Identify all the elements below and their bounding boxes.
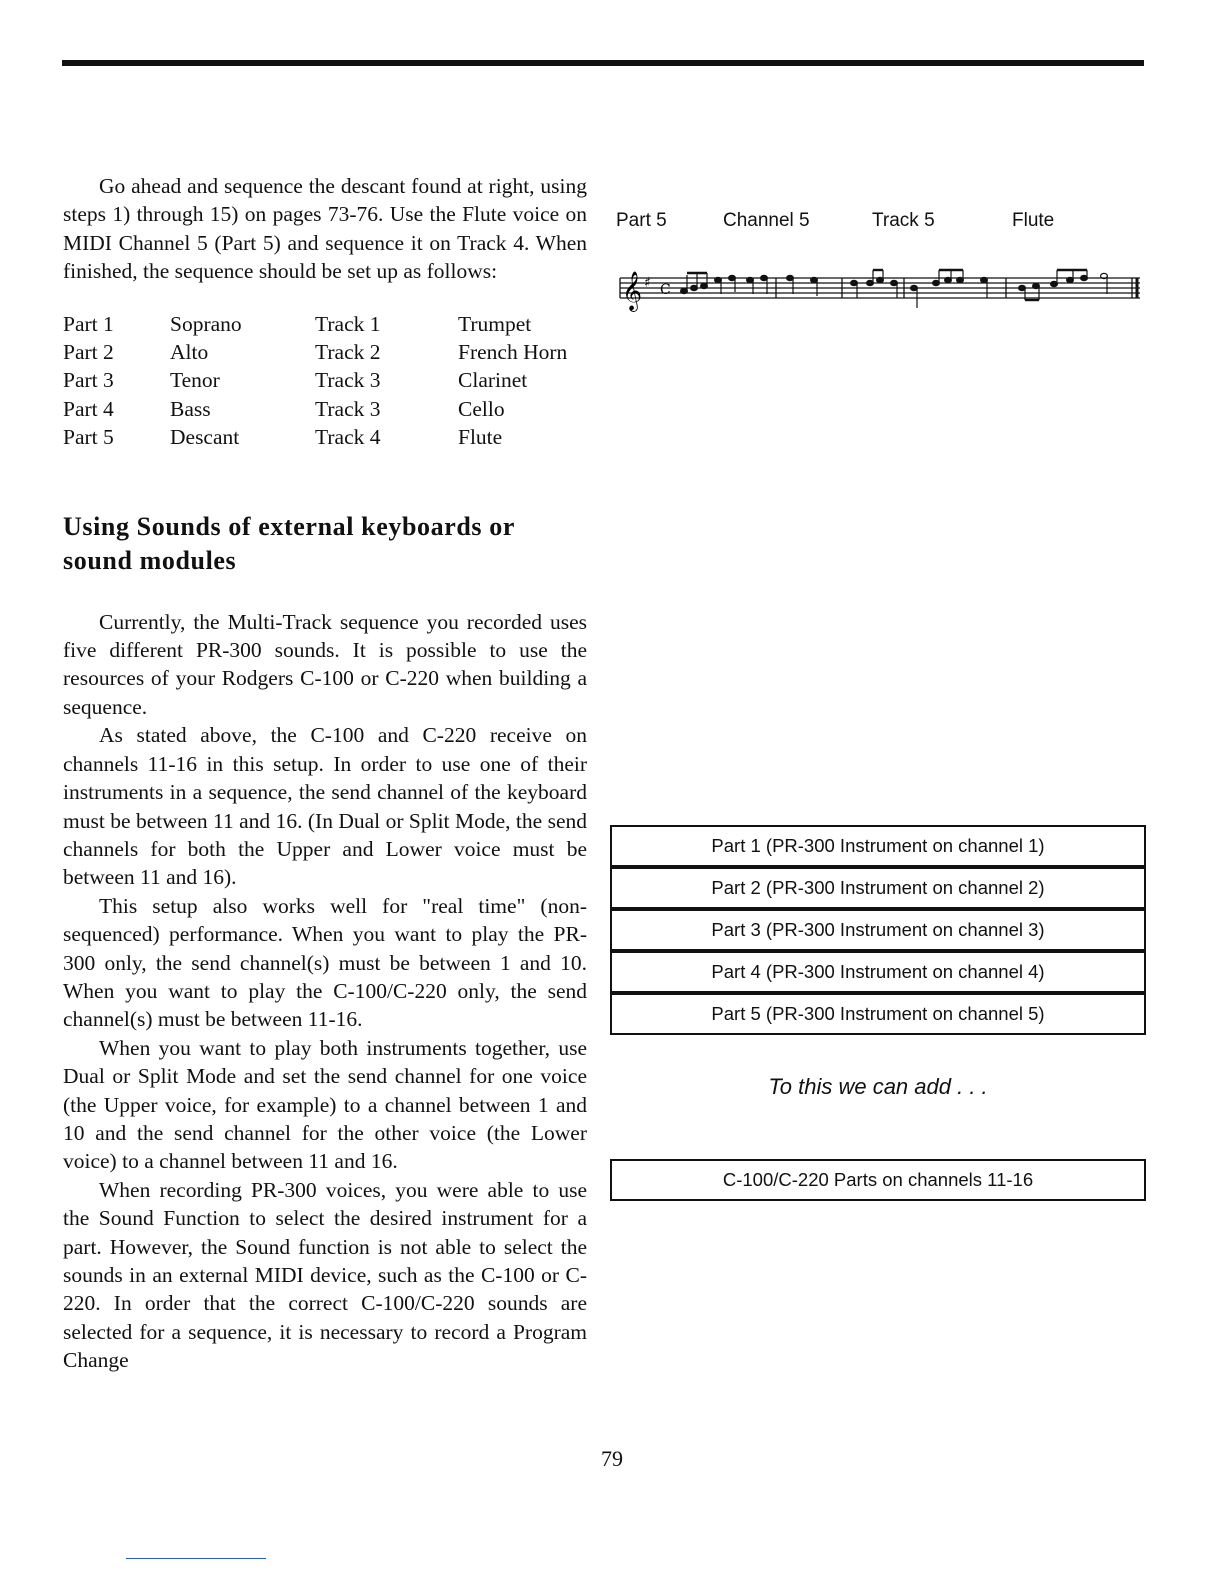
track-cell: Track 1 [315, 311, 381, 336]
external-parts-box: C-100/C-220 Parts on channels 11-16 [610, 1159, 1146, 1201]
pr300-part-box: Part 2 (PR-300 Instrument on channel 2) [610, 867, 1146, 909]
part-cell: Part 3 [63, 368, 114, 393]
voice-cell: Bass [170, 396, 211, 421]
staff-track-label: Track 5 [872, 210, 935, 231]
body-paragraph: This setup also works well for "real time" (non-sequenced) performance. When you want to play the PR-300 only, the send channel(s) must be between 1 and 10. When you want to play the C-100/C-220 only, the send channel(s) must be between 11-16. [63, 893, 587, 1032]
body-paragraph: When you want to play both instruments together, use Dual or Split Mode and set the send channel for one voice (the Upper voice, for example) to a channel between 1 and 10 and the send channel for the other voice (the Lower voice) to a channel between 11 and 16. [63, 1035, 587, 1174]
add-note: To this we can add . . . [768, 1074, 988, 1099]
instrument-cell: French Horn [458, 340, 568, 365]
table-row [63, 338, 567, 366]
staff-header [616, 210, 1136, 234]
table-row [63, 366, 567, 394]
right-column [610, 0, 1146, 1584]
staff-part-label: Part 5 [616, 210, 667, 231]
left-column [63, 172, 587, 1375]
instrument-cell: Cello [458, 396, 505, 421]
track-cell: Track 2 [315, 340, 381, 365]
track-cell: Track 3 [315, 368, 381, 393]
descant-music-staff [618, 258, 1144, 314]
body-paragraph: Currently, the Multi-Track sequence you recorded uses five different PR-300 sounds. It is possible to use the resources of your Rodgers C-100 or C-220 when building a sequence. [63, 609, 587, 719]
track-cell: Track 4 [315, 425, 381, 450]
body-paragraph: As stated above, the C-100 and C-220 receive on channels 11-16 in this setup. In order to use one of their instruments in a sequence, the send channel of the keyboard must be between 11 and 16. (In Dual or Split Mode, the send channels for both the Upper and Lower voice must be between 11 and 16). [63, 723, 587, 890]
pr300-part-box: Part 5 (PR-300 Instrument on channel 5) [610, 993, 1146, 1035]
part-cell: Part 5 [63, 425, 114, 450]
part-cell: Part 1 [63, 311, 114, 336]
body-paragraph: When recording PR-300 voices, you were able to use the Sound Function to select the desired instrument for a part. However, the Sound function is not able to select the sounds in an external MIDI device, such as the C-100 or C-220. In order that the correct C-100/C-220 sounds are selected for a sequence, it is necessary to record a Program Change [63, 1177, 587, 1373]
part-cell: Part 4 [63, 396, 114, 421]
track-cell: Track 3 [315, 396, 381, 421]
table-row [63, 423, 567, 451]
staff-channel-label: Channel 5 [723, 210, 810, 231]
voice-cell: Soprano [170, 311, 242, 336]
parts-table [63, 310, 567, 452]
body-text [63, 608, 587, 1375]
staff-instrument-label: Flute [1012, 210, 1055, 231]
instrument-cell: Trumpet [458, 311, 532, 336]
page-number: 79 [601, 1446, 623, 1471]
pr300-part-box: Part 1 (PR-300 Instrument on channel 1) [610, 825, 1146, 867]
voice-cell: Tenor [170, 368, 220, 393]
part-cell: Part 2 [63, 340, 114, 365]
instrument-cell: Flute [458, 425, 503, 450]
pr300-part-box: Part 3 (PR-300 Instrument on channel 3) [610, 909, 1146, 951]
sharp-icon: ♯ [644, 275, 651, 291]
instrument-cell: Clarinet [458, 368, 528, 393]
footer-underline [126, 1558, 266, 1559]
time-signature-icon: C [660, 282, 671, 298]
pr300-part-box: Part 4 (PR-300 Instrument on channel 4) [610, 951, 1146, 993]
table-row [63, 395, 567, 423]
voice-cell: Alto [170, 340, 209, 365]
notes-group [681, 270, 1108, 308]
voice-cell: Descant [170, 425, 240, 450]
treble-clef-icon: 𝄞 [622, 271, 643, 311]
table-row [63, 310, 567, 338]
intro-paragraph: Go ahead and sequence the descant found at right, using steps 1) through 15) on pages 73-76. Use the Flute voice on MIDI Channel 5 (Part 5) and sequence it on Track 4. When finished, the sequence should be set up as follows: [63, 174, 587, 284]
section-heading: Using Sounds of external keyboards or sound modules [63, 511, 515, 575]
